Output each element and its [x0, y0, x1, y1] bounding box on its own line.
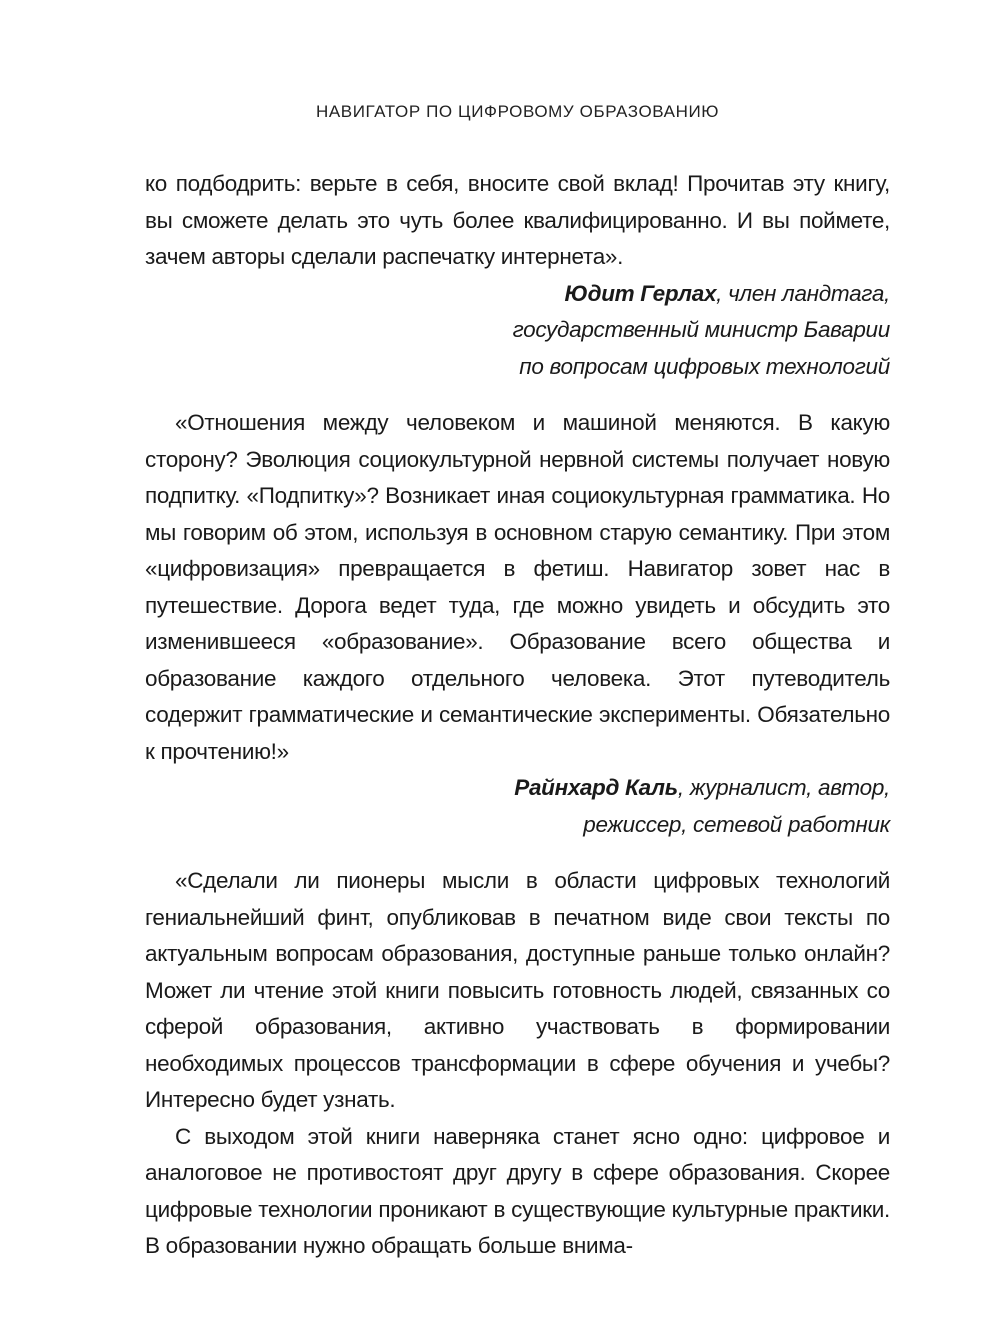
running-header: НАВИГАТОР ПО ЦИФРОВОМУ ОБРАЗОВАНИЮ — [315, 102, 720, 121]
attribution-line: режиссер, сетевой работник — [583, 811, 890, 837]
attribution-kahl — [145, 770, 890, 843]
attribution-line: государственный министр Баварии — [512, 317, 890, 342]
text-column — [145, 0, 890, 1265]
attribution-line — [145, 276, 890, 313]
attribution-name: Райнхард Каль — [514, 775, 678, 800]
attribution-role: , член ландтага, — [716, 280, 890, 306]
attribution-name: Юдит Герлах — [564, 280, 717, 306]
attribution-gerlach — [145, 276, 890, 386]
paragraph-conclusion: С выходом этой книги наверняка станет ясно одно: цифровое и аналоговое не противостоят друг другу в сфере образования. Скорее цифровые технологии проникают в существующие культурные практики. В образовании нужно обращать больше внима- — [145, 1123, 890, 1258]
paragraph-quote-pioneers: «Сделали ли пионеры мысли в области цифровых технологий гениальнейший финт, опубликовав в печатном виде свои тексты по актуальным вопросам образования, доступные раньше только онлайн? Может ли чтение этой книги повысить готовность людей, связанных со сферой образования, активно участвовать в формировании необходимых процессов трансформации в сфере обучения и учебы? Интересно будет узнать. — [145, 868, 890, 1112]
paragraph-continuation: ко подбодрить: верьте в себя, вносите свой вклад! Прочитав эту книгу, вы сможете делать это чуть более квалифицированно. И вы поймете, зачем авторы сделали распечатку интернета». — [145, 171, 890, 269]
attribution-line: по вопросам цифровых технологий — [519, 353, 890, 379]
attribution-line — [145, 770, 890, 807]
paragraph-quote-gerlach-kahl: «Отношения между человеком и машиной меняются. В какую сторону? Эволюция социокультурной нервной системы получает новую подпитку. «Подпитку»? Возникает иная социокультурная грамматика. Но мы говорим об этом, используя в основном старую семантику. При этом «цифровизация» превращается в фетиш. Навигатор зовет нас в путешествие. Дорога ведет туда, где можно увидеть и обсудить это изменившееся «образование». Образование всего общества и образование каждого отдельного человека. Этот путеводитель содержит грамматические и семантические эксперименты. Обязательно к прочтению!» — [145, 410, 890, 764]
attribution-role: , журналист, автор, — [677, 775, 890, 800]
